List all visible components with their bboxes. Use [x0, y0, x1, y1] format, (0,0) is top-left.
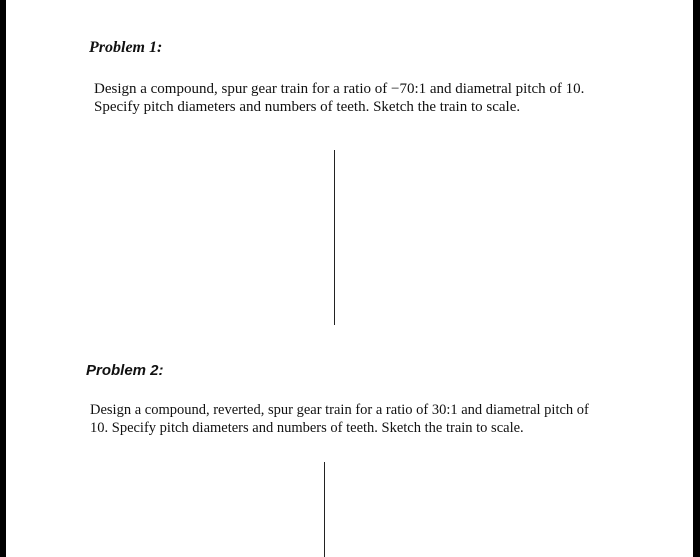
problem-2-line-2: 10. Specify pitch diameters and numbers of teeth. Sketch the train to scale. [90, 420, 524, 436]
vertical-divider-line [334, 150, 335, 325]
document-page [6, 0, 693, 557]
problem-1-heading: Problem 1: [89, 39, 163, 56]
problem-2-text [90, 401, 589, 437]
problem-1-text [94, 80, 584, 116]
vertical-divider-line [324, 462, 325, 557]
problem-1-line-2: Specify pitch diameters and numbers of teeth. Sketch the train to scale. [94, 99, 521, 115]
problem-2-line-1: Design a compound, reverted, spur gear train for a ratio of 30:1 and diametral pitch of [90, 402, 589, 418]
problem-2-heading: Problem 2: [86, 362, 164, 379]
problem-1-line-1: Design a compound, spur gear train for a ratio of −70:1 and diametral pitch of 10. [94, 81, 585, 97]
